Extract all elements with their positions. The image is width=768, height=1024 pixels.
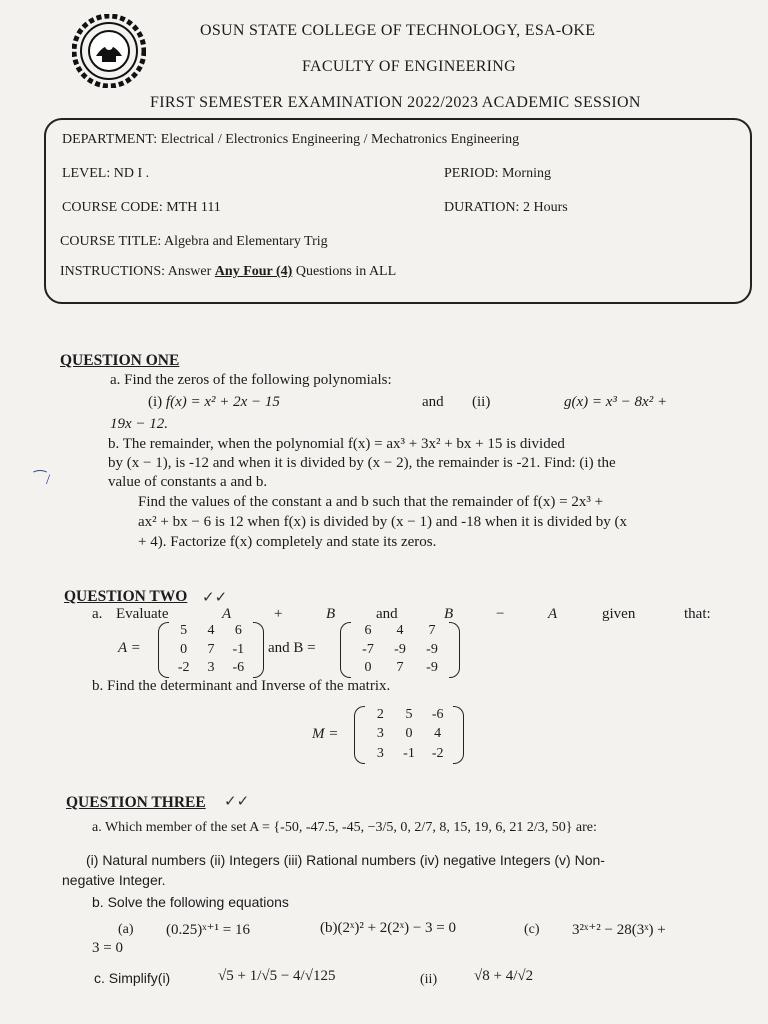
q2-a-B2: B bbox=[444, 606, 454, 622]
q2-a-A2: A bbox=[548, 606, 558, 622]
period-label: PERIOD: bbox=[444, 166, 499, 181]
matrix-A bbox=[158, 622, 264, 678]
q2-a-given: given bbox=[602, 606, 636, 622]
duration-value: 2 Hours bbox=[522, 200, 568, 215]
matrix-A-label: A = bbox=[118, 640, 141, 656]
q3-a-text: Which member of the set A = {-50, -47.5, -45, −3/5, 0, 2/7, 8, 15, 19, 6, 21 2/3, 50} are: bbox=[104, 820, 597, 835]
q1-a-i-marker: (i) bbox=[148, 394, 163, 410]
q3-b-eq-b: (b)(2ˣ)² + 2(2ˣ) − 3 = 0 bbox=[320, 920, 457, 936]
pen-mark: ⁀/ bbox=[34, 472, 51, 488]
period-row bbox=[444, 166, 551, 182]
college-seal-logo bbox=[72, 14, 146, 88]
q3-b-text: Solve the following equations bbox=[107, 894, 289, 910]
question-three-title: QUESTION THREE bbox=[66, 794, 206, 811]
matrix-M-cell: -6 bbox=[431, 707, 444, 722]
q3-b-marker: b. bbox=[92, 894, 104, 910]
q3-part-b bbox=[92, 894, 289, 910]
q1-a-and: and bbox=[422, 394, 444, 410]
matrix-B-cell: -9 bbox=[394, 641, 406, 657]
course-code-row bbox=[62, 200, 221, 216]
matrix-B-cell: 7 bbox=[428, 623, 436, 638]
matrix-A-cell: 7 bbox=[207, 641, 215, 657]
matrix-M-cell: 2 bbox=[376, 707, 384, 722]
q3-a-categories-2: negative Integer. bbox=[62, 872, 166, 888]
q3-b-eq-a: (0.25)ˣ⁺¹ = 16 bbox=[166, 922, 250, 938]
q3-b-eq-c-cont: 3 = 0 bbox=[92, 940, 123, 956]
duration-row bbox=[444, 200, 568, 216]
q3-c-i-expr: √5 + 1/√5 − 4/√125 bbox=[218, 968, 336, 984]
matrix-M-cell: 3 bbox=[376, 726, 384, 742]
college-name: OSUN STATE COLLEGE OF TECHNOLOGY, ESA-OKE bbox=[200, 22, 596, 39]
checkmark-icon: ✓✓ bbox=[224, 794, 250, 810]
matrix-B-cell: -9 bbox=[426, 641, 438, 657]
q1-a-i bbox=[148, 394, 280, 411]
period-value: Morning bbox=[501, 166, 551, 181]
q1-a-text: Find the zeros of the following polynomials: bbox=[124, 372, 392, 388]
instructions-label: INSTRUCTIONS: bbox=[60, 264, 166, 279]
matrix-B-cell: -9 bbox=[426, 660, 438, 676]
matrix-M-cell: -2 bbox=[431, 745, 444, 761]
q2-part-b bbox=[92, 678, 390, 695]
q1-a-g-expr: g(x) = x³ − 8x² + bbox=[564, 394, 668, 410]
course-code-value: MTH 111 bbox=[166, 200, 221, 215]
checkmark-icon: ✓✓ bbox=[202, 590, 228, 606]
q3-c-ii-expr: √8 + 4/√2 bbox=[474, 968, 534, 984]
q2-a-that: that: bbox=[684, 606, 711, 622]
q3-b-a-marker: (a) bbox=[118, 922, 134, 937]
matrix-B-cell: 0 bbox=[364, 660, 372, 676]
q3-part-a bbox=[92, 820, 597, 836]
matrix-A-cell: 6 bbox=[234, 623, 242, 638]
question-one-title: QUESTION ONE bbox=[60, 352, 180, 369]
q3-a-categories-1: (i) Natural numbers (ii) Integers (iii) Rational numbers (iv) negative Integers (v) Non- bbox=[86, 852, 605, 868]
matrix-M bbox=[354, 706, 464, 764]
q1-a-g-cont: 19x − 12. bbox=[110, 416, 169, 432]
matrix-M-cell: 4 bbox=[434, 726, 442, 742]
instructions-emphasis: Any Four (4) bbox=[214, 264, 293, 279]
q2-b-text: Find the determinant and Inverse of the matrix. bbox=[107, 678, 391, 694]
matrix-A-cell: -1 bbox=[232, 641, 245, 657]
q1-c-text-1: Find the values of the constant a and b such that the remainder of f(x) = 2x³ + bbox=[138, 494, 604, 510]
matrix-A-cell: 4 bbox=[207, 623, 215, 638]
matrix-A-cell: -2 bbox=[177, 660, 190, 676]
level-row bbox=[62, 166, 149, 182]
department-row bbox=[62, 132, 519, 148]
q1-c-text-3: + 4). Factorize f(x) completely and state its zeros. bbox=[138, 534, 437, 550]
q1-c-text-2: ax² + bx − 6 is 12 when f(x) is divided by (x − 1) and -18 when it is divided by (x bbox=[138, 514, 627, 530]
matrix-A-cell: 5 bbox=[180, 623, 188, 638]
course-title-row bbox=[60, 234, 328, 250]
matrix-M-cell: 0 bbox=[405, 726, 413, 742]
q2-b-marker: b. bbox=[92, 678, 104, 694]
q2-a-marker: a. bbox=[92, 606, 103, 622]
q1-a-ii-marker: (ii) bbox=[472, 394, 491, 410]
matrix-B-label: and B = bbox=[268, 640, 316, 656]
q2-a-minus: − bbox=[496, 606, 505, 622]
matrix-B-cell: -7 bbox=[362, 641, 374, 657]
q3-c-ii-marker: (ii) bbox=[420, 972, 438, 987]
q3-b-eq-c: 3²ˣ⁺² − 28(3ˣ) + bbox=[572, 922, 666, 938]
matrix-B bbox=[340, 622, 460, 678]
matrix-B-cell: 6 bbox=[364, 623, 372, 638]
instructions-pre: Answer bbox=[167, 264, 212, 279]
instructions-post: Questions in ALL bbox=[295, 264, 397, 279]
faculty-name: FACULTY OF ENGINEERING bbox=[302, 58, 517, 75]
course-code-label: COURSE CODE: bbox=[62, 200, 163, 215]
matrix-M-cell: -1 bbox=[403, 745, 415, 761]
department-value: Electrical / Electronics Engineering / Mechatronics Engineering bbox=[160, 132, 520, 147]
level-value: ND I . bbox=[113, 166, 150, 181]
duration-label: DURATION: bbox=[444, 200, 520, 215]
q2-a-evaluate: Evaluate bbox=[116, 606, 169, 622]
course-title-label: COURSE TITLE: bbox=[60, 234, 162, 249]
q1-b-marker: b. bbox=[108, 436, 120, 452]
exam-title: FIRST SEMESTER EXAMINATION 2022/2023 ACADEMIC SESSION bbox=[150, 94, 641, 111]
q1-a-f-expr: f(x) = x² + 2x − 15 bbox=[165, 394, 280, 410]
department-label: DEPARTMENT: bbox=[62, 132, 158, 147]
q1-part-a bbox=[110, 372, 392, 389]
instructions-row bbox=[60, 264, 396, 280]
q2-a-and: and bbox=[376, 606, 398, 622]
q3-b-c-marker: (c) bbox=[524, 922, 540, 937]
matrix-A-cell: 0 bbox=[180, 641, 188, 657]
q1-b-text-2: by (x − 1), is -12 and when it is divided by (x − 2), the remainder is -21. Find: (i) the bbox=[108, 455, 616, 471]
matrix-M-cell: 5 bbox=[405, 707, 413, 722]
q2-a-B: B bbox=[326, 606, 336, 622]
question-two-title: QUESTION TWO bbox=[64, 588, 188, 605]
matrix-B-cell: 7 bbox=[396, 660, 404, 676]
course-title-value: Algebra and Elementary Trig bbox=[163, 234, 328, 249]
matrix-M-label: M = bbox=[312, 726, 339, 742]
q1-b-text-1: The remainder, when the polynomial f(x) = ax³ + 3x² + bx + 15 is divided bbox=[122, 436, 565, 452]
q2-a-A: A bbox=[222, 606, 232, 622]
matrix-M-cell: 3 bbox=[376, 745, 384, 761]
matrix-A-cell: 3 bbox=[207, 660, 215, 676]
q3-c-text: c. Simplify(i) bbox=[94, 970, 171, 986]
q1-b-text-3: value of constants a and b. bbox=[108, 474, 268, 490]
q3-a-marker: a. bbox=[92, 820, 102, 835]
q1-a-marker: a. bbox=[110, 372, 121, 388]
q2-a-plus: + bbox=[274, 606, 283, 622]
q1-part-b-line1 bbox=[108, 436, 565, 453]
matrix-B-cell: 4 bbox=[396, 623, 404, 638]
level-label: LEVEL: bbox=[62, 166, 111, 181]
matrix-A-cell: -6 bbox=[232, 660, 245, 676]
